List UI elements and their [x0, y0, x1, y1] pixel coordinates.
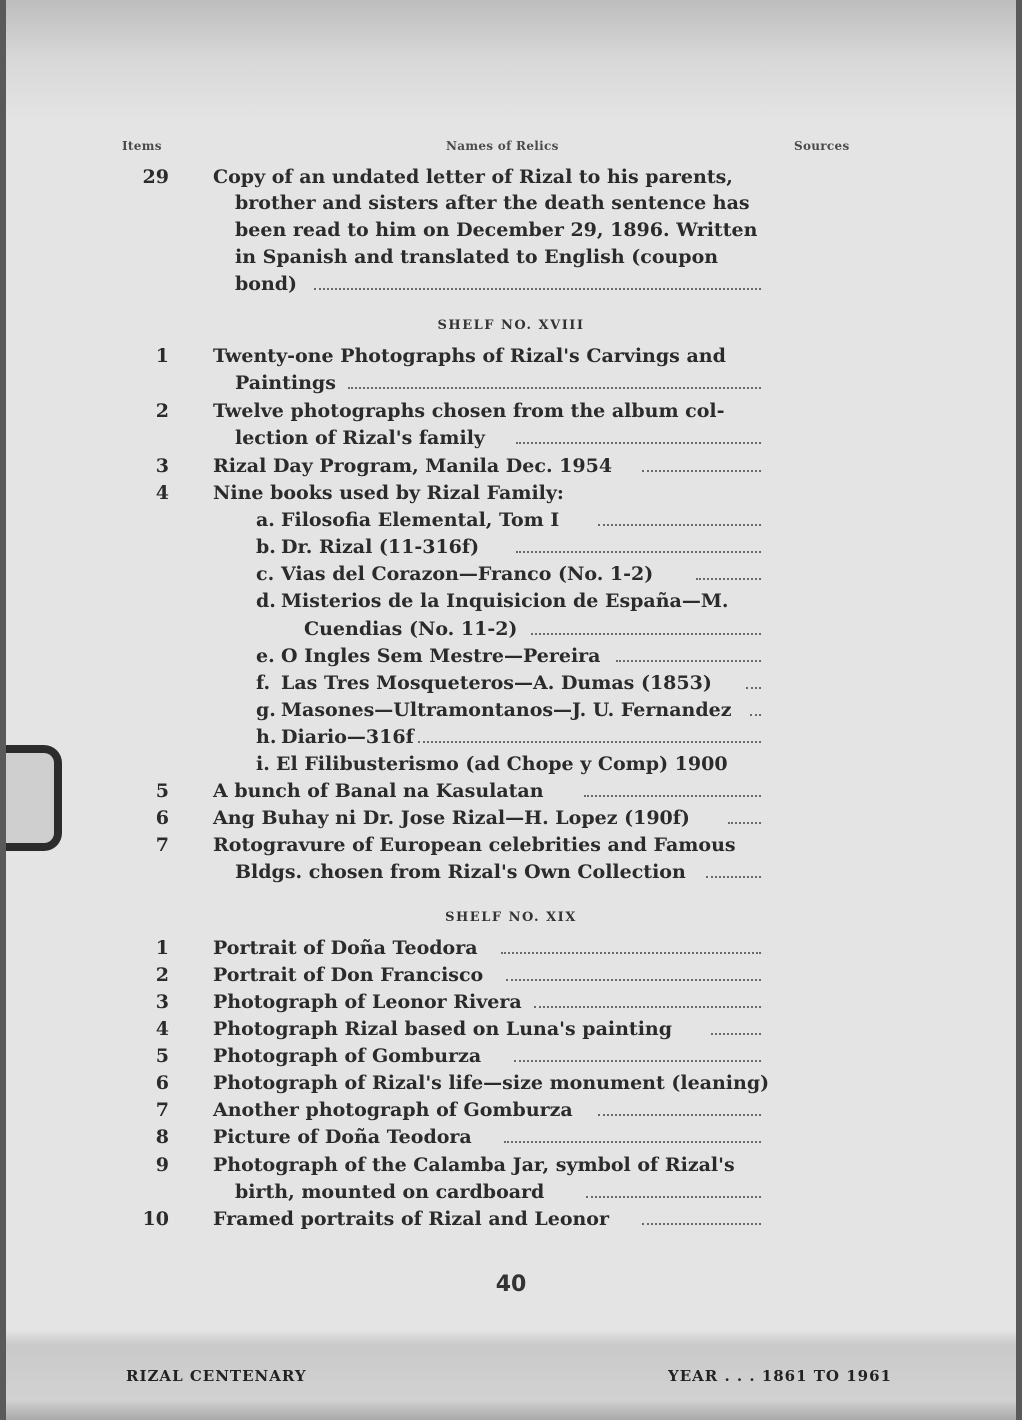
leader-dots — [514, 1060, 761, 1062]
item-number: 1 — [155, 345, 169, 367]
leader-dots — [516, 442, 761, 444]
leader-dots — [750, 714, 761, 716]
subitem-text: Diario—316f — [281, 726, 414, 748]
leader-dots — [348, 387, 761, 389]
subitem-label: b. — [256, 536, 276, 558]
shelf-heading: SHELF NO. XVIII — [437, 318, 585, 333]
item-number: 7 — [155, 1099, 169, 1121]
item-text: Rizal Day Program, Manila Dec. 1954 — [213, 455, 613, 477]
subitem-label: f. — [256, 672, 271, 694]
leader-dots — [501, 952, 761, 954]
item-number: 6 — [155, 1072, 169, 1094]
item-text: Nine books used by Rizal Family: — [213, 482, 564, 504]
leader-dots — [314, 288, 761, 290]
subitem-label: a. — [256, 509, 275, 531]
leader-dots — [598, 1114, 761, 1116]
leader-dots — [642, 470, 761, 472]
item-text: Twenty-one Photographs of Rizal's Carvings and — [213, 345, 726, 367]
leader-dots — [504, 1141, 761, 1143]
item-number: 4 — [155, 482, 169, 504]
item-text: lection of Rizal's family — [235, 427, 485, 449]
item-number: 4 — [155, 1018, 169, 1040]
subitem-text: Las Tres Mosqueteros—A. Dumas (1853) — [281, 672, 712, 694]
item-text: in Spanish and translated to English (coupon — [235, 246, 719, 268]
subitem-text: Dr. Rizal (11-316f) — [281, 536, 480, 558]
subitem-label: e. — [256, 645, 275, 667]
item-number: 10 — [142, 1208, 169, 1230]
subitem-text: Cuendias (No. 11-2) — [304, 618, 518, 640]
item-text: Photograph of Gomburza — [213, 1045, 482, 1067]
leader-dots — [711, 1033, 761, 1035]
leader-dots — [616, 660, 761, 662]
leader-dots — [534, 1006, 761, 1008]
item-text: A bunch of Banal na Kasulatan — [213, 780, 544, 802]
leader-dots — [746, 687, 761, 689]
leader-dots — [598, 524, 761, 526]
subitem-text: El Filibusterismo (ad Chope y Comp) 1900 — [276, 753, 728, 775]
subitem-label: g. — [256, 699, 276, 721]
leader-dots — [531, 633, 761, 635]
subitem-label: i. — [256, 753, 270, 775]
item-number: 3 — [155, 991, 169, 1013]
item-number: 2 — [155, 964, 169, 986]
item-number: 2 — [155, 400, 169, 422]
subitem-text: Masones—Ultramontanos—J. U. Fernandez — [281, 699, 732, 721]
leader-dots — [642, 1223, 761, 1225]
item-text: Portrait of Doña Teodora — [213, 937, 478, 959]
document-page — [6, 0, 1016, 1420]
column-header-names: Names of Relics — [446, 139, 559, 153]
item-number: 9 — [155, 1154, 169, 1176]
item-number: 5 — [155, 1045, 169, 1067]
item-text: brother and sisters after the death sentence has — [235, 192, 750, 214]
item-text: Photograph Rizal based on Luna's painting — [213, 1018, 673, 1040]
item-text: bond) — [235, 273, 298, 295]
leader-dots — [696, 578, 761, 580]
item-number: 6 — [155, 807, 169, 829]
subitem-text: O Ingles Sem Mestre—Pereira — [281, 645, 601, 667]
leader-dots — [586, 1196, 761, 1198]
leader-dots — [584, 795, 761, 797]
item-text: Another photograph of Gomburza — [213, 1099, 573, 1121]
binder-clip — [6, 745, 62, 851]
item-text: Bldgs. chosen from Rizal's Own Collection — [235, 861, 686, 883]
item-number: 29 — [142, 166, 169, 188]
item-text: Photograph of Rizal's life—size monument (leaning) — [213, 1072, 770, 1094]
item-text: Ang Buhay ni Dr. Jose Rizal—H. Lopez (190f) — [213, 807, 690, 829]
shelf-heading: SHELF NO. XIX — [445, 910, 577, 925]
column-header-items: Items — [122, 139, 162, 153]
item-text: Framed portraits of Rizal and Leonor — [213, 1208, 609, 1230]
leader-dots — [506, 979, 761, 981]
leader-dots — [418, 741, 761, 743]
subitem-label: h. — [256, 726, 277, 748]
leader-dots — [516, 551, 761, 553]
item-text: Portrait of Don Francisco — [213, 964, 484, 986]
subitem-text: Vias del Corazon—Franco (No. 1-2) — [281, 563, 654, 585]
item-text: birth, mounted on cardboard — [235, 1181, 545, 1203]
item-text: Paintings — [235, 372, 336, 394]
item-text: Twelve photographs chosen from the album col- — [213, 400, 725, 422]
leader-dots — [706, 876, 761, 878]
item-text: Photograph of the Calamba Jar, symbol of Rizal's — [213, 1154, 735, 1176]
subitem-label: d. — [256, 590, 276, 612]
item-text: Photograph of Leonor Rivera — [213, 991, 522, 1013]
item-text: Picture of Doña Teodora — [213, 1126, 472, 1148]
page-number: 40 — [495, 1272, 527, 1297]
subitem-label: c. — [256, 563, 275, 585]
item-number: 7 — [155, 834, 169, 856]
item-number: 1 — [155, 937, 169, 959]
item-number: 5 — [155, 780, 169, 802]
leader-dots — [728, 822, 761, 824]
item-number: 8 — [155, 1126, 169, 1148]
item-text: Copy of an undated letter of Rizal to his parents, — [213, 166, 733, 188]
item-number: 3 — [155, 455, 169, 477]
footer-title: RIZAL CENTENARY — [126, 1367, 307, 1385]
column-header-sources: Sources — [794, 139, 850, 153]
subitem-text: Filosofia Elemental, Tom I — [281, 509, 560, 531]
item-text: Rotogravure of European celebrities and Famous — [213, 834, 736, 856]
subitem-text: Misterios de la Inquisicion de España—M. — [281, 590, 729, 612]
footer-years: YEAR . . . 1861 TO 1961 — [668, 1367, 892, 1385]
item-text: been read to him on December 29, 1896. Written — [235, 219, 758, 241]
